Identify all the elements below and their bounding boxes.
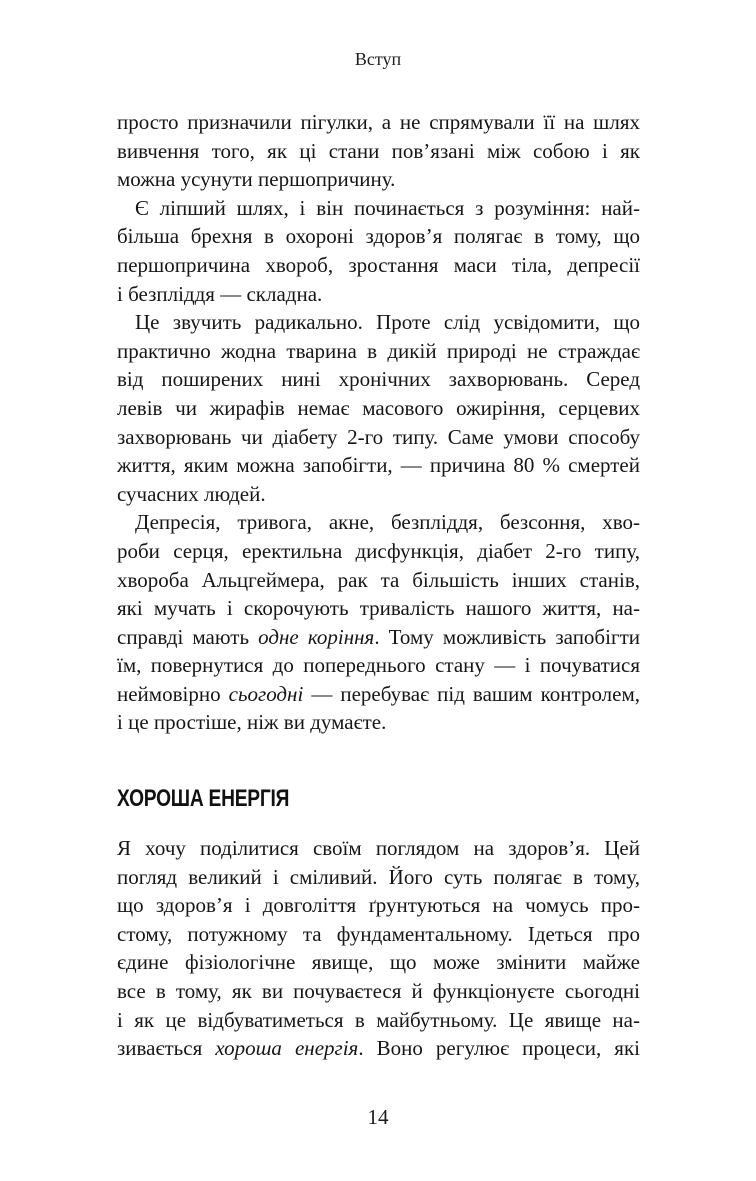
text-run: справді мають [117,624,259,649]
text-run: і як це відбуватиметься в майбутньому. Це явище на- [117,1007,640,1032]
text-run: . Воно регулює процеси, які [358,1036,640,1061]
text-run: Є ліпший шлях, і він починається з розуміння: най- [135,195,640,220]
text-line [117,165,640,194]
text-line [117,251,640,280]
text-line [117,423,640,452]
text-run: єдине фізіологічне явище, що може змінити майже [117,950,640,975]
text-run: неймовірно [117,681,229,706]
text-run: сучасних людей. [117,481,266,506]
text-line [117,834,640,863]
text-run: першопричина хвороб, зростання маси тіла, депресії [117,252,640,277]
text-line [117,480,640,509]
text-run: роби серця, еректильна дисфункція, діабет 2-го типу, [117,538,640,563]
text-run: які мучать і скорочують тривалість нашого життя, на- [117,596,640,621]
text-line [117,594,640,623]
text-line [117,365,640,394]
text-line [117,623,640,652]
section-heading: ХОРОША ЕНЕРГІЯ [117,785,290,812]
text-line [117,977,640,1006]
page-number: 14 [367,1105,389,1129]
text-line [117,891,640,920]
running-header: Вступ [354,49,402,69]
text-line [117,108,640,137]
text-run: захворювань чи діабету 2-го типу. Саме умови способу [117,424,640,449]
text-line [117,566,640,595]
text-line [117,308,640,337]
italic-text-run: одне коріння [258,624,375,649]
text-run: просто призначили пігулки, а не спрямували її на шлях [117,110,640,134]
text-run: від поширених нині хронічних захворювань. Серед [117,367,640,392]
text-run: життя, яким можна запобігти, — причина 80 % смертей [117,453,640,478]
text-line [117,451,640,480]
text-line [117,948,640,977]
text-line [117,863,640,892]
paragraph [117,834,640,1063]
text-run: їм, повернутися до попереднього стану — і почуватися [117,653,640,678]
text-line [117,708,640,737]
text-line [117,394,640,423]
body-text-block-after-heading [117,834,640,1063]
text-run: левів чи жирафів немає масового ожиріння, серцевих [117,395,640,420]
text-run: . Тому можливість запобігти [374,624,640,649]
paragraph [117,508,640,737]
text-run: стому, потужному та фундаментальному. Ідеться про [117,921,640,946]
italic-text-run: сьогодні [228,681,304,706]
text-line [117,280,640,309]
text-run: що здоров’я і довголіття ґрунтуються на чомусь про- [117,893,640,918]
text-run: практично жодна тварина в дикій природі не страждає [117,338,640,363]
text-line [117,194,640,223]
text-run: погляд великий і сміливий. Його суть полягає в тому, [117,864,640,889]
text-run: і безпліддя — складна. [117,281,323,306]
paragraph [117,308,640,508]
body-text-block-before-heading [117,108,640,737]
paragraph [117,194,640,308]
text-run: Це звучить радикально. Проте слід усвідомити, що [135,310,640,335]
text-line [117,508,640,537]
text-line [117,920,640,949]
text-run: хвороба Альцгеймера, рак та більшість інших станів, [117,567,640,592]
italic-text-run: хороша енергія [215,1036,359,1061]
text-run: вивчення того, як ці стани пов’язані між собою і як [117,138,640,163]
text-line [117,337,640,366]
text-line [117,1034,640,1063]
text-run: і це простіше, ніж ви думаєте. [117,710,387,735]
text-run: більша брехня в охороні здоров’я полягає в тому, що [117,224,640,249]
text-run: — перебуває під вашим контролем, [303,681,640,706]
text-run: зивається [117,1036,216,1061]
text-run: Я хочу поділитися своїм поглядом на здоров’я. Цей [117,836,640,860]
paragraph [117,108,640,194]
text-run: Депресія, тривога, акне, безпліддя, безсоння, хво- [135,510,640,535]
text-line [117,680,640,709]
text-line [117,222,640,251]
text-line [117,1006,640,1035]
text-line [117,137,640,166]
text-line [117,537,640,566]
text-run: все в тому, як ви почуваєтеся й функціонуєте сьогодні [117,978,640,1003]
text-line [117,651,640,680]
text-run: можна усунути першопричину. [117,167,396,192]
